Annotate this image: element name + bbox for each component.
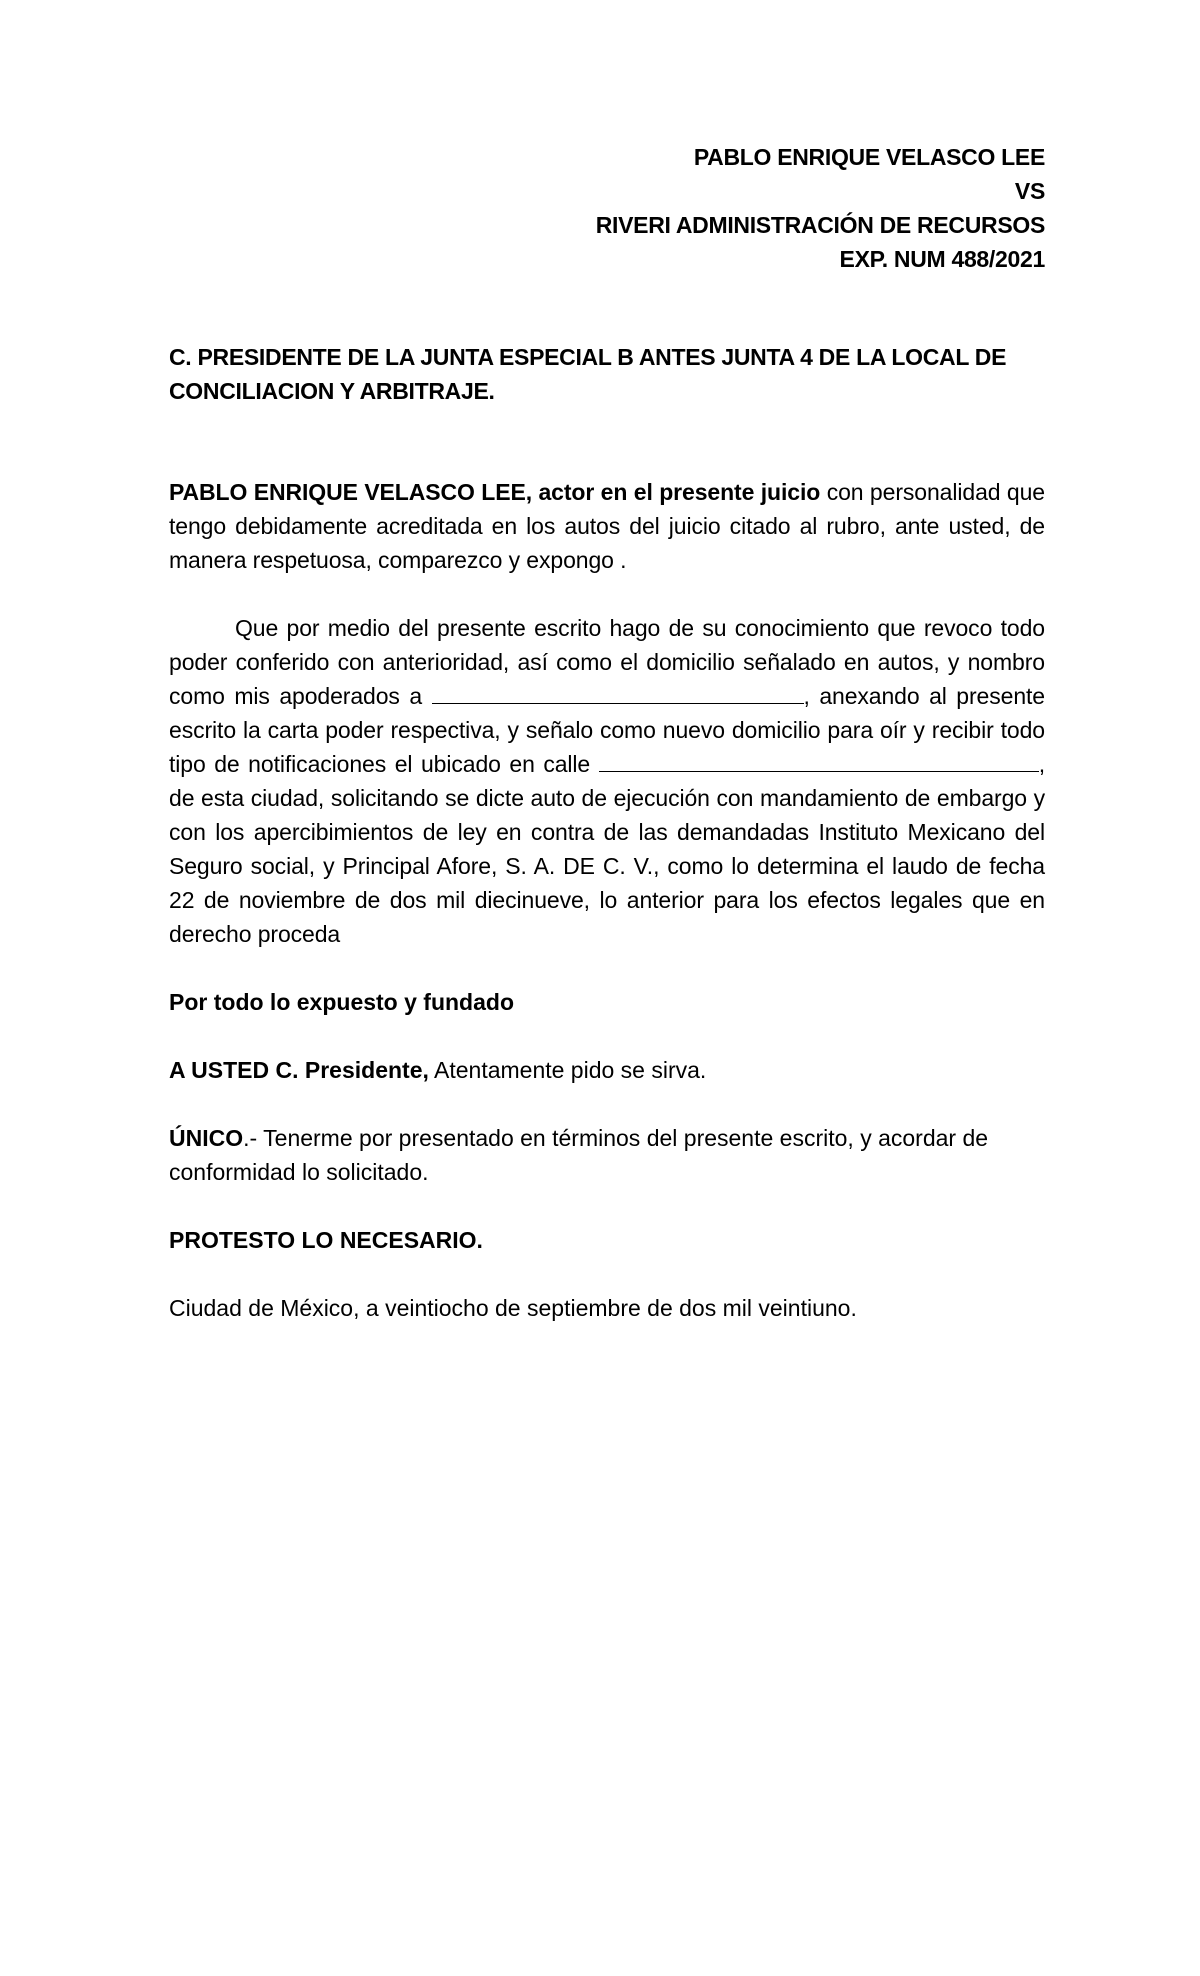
petition-text: .- Tenerme por presentado en términos del presente escrito, y acordar de conformidad lo solicitado. [169, 1125, 989, 1185]
petition-label: ÚNICO [169, 1125, 244, 1151]
request-text: Atentamente pido se sirva. [434, 1057, 707, 1083]
address-blank [599, 749, 1039, 772]
body-text-1: Que por medio del presente escrito hago de su conocimiento que revoco todo poder conferido con anterioridad, así como el domicilio señalado en autos, y nombro como mis apoderados a [169, 615, 1045, 709]
case-caption [169, 140, 1045, 276]
caption-actor: PABLO ENRIQUE VELASCO LEE [693, 144, 1045, 170]
date-line: Ciudad de México, a veintiocho de septiembre de dos mil veintiuno. [169, 1295, 857, 1321]
closing-phrase: Por todo lo expuesto y fundado [169, 989, 514, 1015]
request-bold: A USTED C. Presidente, [169, 1057, 429, 1083]
request-line [169, 1053, 1045, 1087]
petition-paragraph [169, 1121, 1045, 1189]
body-paragraph [169, 611, 1045, 951]
body-text-2: , anexando al presente escrito la carta poder respectiva, y señalo como nuevo domicilio para oír y recibir todo tipo de notificaciones el ubicado en calle [169, 683, 1045, 777]
caption-file-number: EXP. NUM 488/2021 [839, 246, 1045, 272]
intro-role: actor en el presente juicio [538, 479, 821, 505]
caption-defendant: RIVERI ADMINISTRACIÓN DE RECURSOS [595, 212, 1045, 238]
intro-name: PABLO ENRIQUE VELASCO LEE, [169, 479, 532, 505]
addressee: C. PRESIDENTE DE LA JUNTA ESPECIAL B ANTES JUNTA 4 DE LA LOCAL DE CONCILIACION Y ARBITRAJE. [169, 344, 1007, 404]
protest-line: PROTESTO LO NECESARIO. [169, 1227, 483, 1253]
attorneys-blank [432, 681, 804, 704]
intro-paragraph [169, 475, 1045, 577]
document-page [169, 140, 1045, 1325]
intro-text: con personalidad que tengo debidamente acreditada en los autos del juicio citado al rubro, ante usted, de manera respetuosa, comparezco y expongo . [169, 479, 1045, 573]
caption-vs: VS [1014, 178, 1045, 204]
body-text-3: , de esta ciudad, solicitando se dicte auto de ejecución con mandamiento de embargo y con los apercibimientos de ley en contra de las demandadas Instituto Mexicano del Seguro social, y Principal Afore, S. A. DE C. V., como lo determina el laudo de fecha 22 de noviembre de dos mil diecinueve, lo anterior para los efectos legales que en derecho proceda [169, 751, 1045, 947]
